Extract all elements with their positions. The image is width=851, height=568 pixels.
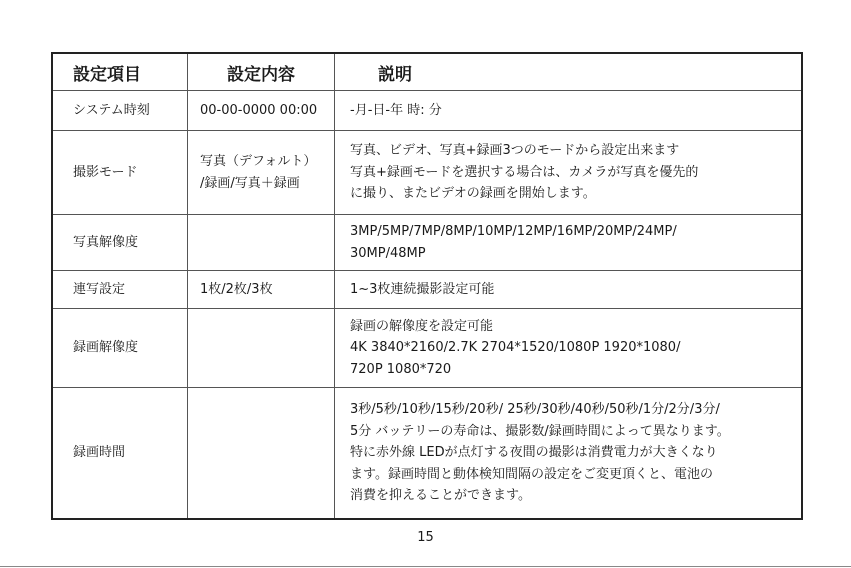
table-row — [53, 215, 801, 271]
row-item: 録画解像度 — [53, 309, 188, 387]
description-line: 3秒/5秒/10秒/15秒/20秒/ 25秒/30秒/40秒/50秒/1分/2分/3分/ — [350, 402, 720, 418]
description-line: 4K 3840*2160/2.7K 2704*1520/1080P 1920*1080/ — [350, 340, 681, 356]
table-row — [53, 309, 801, 388]
row-description — [335, 91, 801, 130]
row-description — [335, 271, 801, 308]
row-item: 録画時間 — [53, 388, 188, 518]
row-setting — [188, 388, 335, 518]
table-row — [53, 271, 801, 309]
header-setting-content: 設定内容 — [188, 54, 335, 90]
header-description: 説明 — [378, 64, 412, 85]
settings-table — [51, 52, 803, 520]
row-setting — [188, 309, 335, 387]
description-line: 録画の解像度を設定可能 — [350, 318, 494, 334]
row-description — [335, 131, 801, 214]
bottom-divider — [0, 566, 851, 567]
description-line: 特に赤外線 LEDが点灯する夜間の撮影は消費電力が大きくなり — [350, 445, 718, 461]
row-description — [335, 309, 801, 387]
row-item: システム時刻 — [53, 91, 188, 130]
description-line: 30MP/48MP — [350, 245, 426, 261]
setting-line: 1枚/2枚/3枚 — [200, 281, 273, 297]
row-setting — [188, 271, 335, 308]
description-line: 写真、ビデオ、写真+録画3つのモードから設定出来ます — [350, 143, 680, 159]
description-line: 720P 1080*720 — [350, 361, 452, 377]
row-description — [335, 388, 801, 518]
table-row — [53, 91, 801, 131]
description-line: 1~3枚連続撮影設定可能 — [350, 281, 495, 297]
row-setting — [188, 215, 335, 270]
table-header-row — [53, 54, 801, 91]
setting-line: /録画/写真＋録画 — [200, 175, 300, 191]
description-line: 3MP/5MP/7MP/8MP/10MP/12MP/16MP/20MP/24MP/ — [350, 224, 677, 239]
description-line: 消費を抑えることができます。 — [350, 488, 531, 504]
header-setting-item: 設定項目 — [53, 54, 188, 90]
description-line: 5分 バッテリーの寿命は、撮影数/録画時間によって異なります。 — [350, 423, 730, 439]
page-number: 15 — [417, 530, 434, 545]
table-row — [53, 388, 801, 518]
description-line: 写真+録画モードを選択する場合は、カメラが写真を優先的 — [350, 164, 699, 180]
description-line: に撮り、またビデオの録画を開始します。 — [350, 186, 596, 202]
description-line: -月-日-年 時: 分 — [350, 102, 442, 118]
row-setting — [188, 91, 335, 130]
row-setting — [188, 131, 335, 214]
description-line: ます。録画時間と動体検知間隔の設定をご変更頂くと、電池の — [350, 466, 713, 482]
row-item: 写真解像度 — [53, 215, 188, 270]
row-item: 撮影モード — [53, 131, 188, 214]
row-description — [335, 215, 801, 270]
setting-line: 00-00-0000 00:00 — [200, 102, 318, 118]
setting-line: 写真（デフォルト） — [200, 154, 317, 169]
row-item: 連写設定 — [53, 271, 188, 308]
table-row — [53, 131, 801, 215]
